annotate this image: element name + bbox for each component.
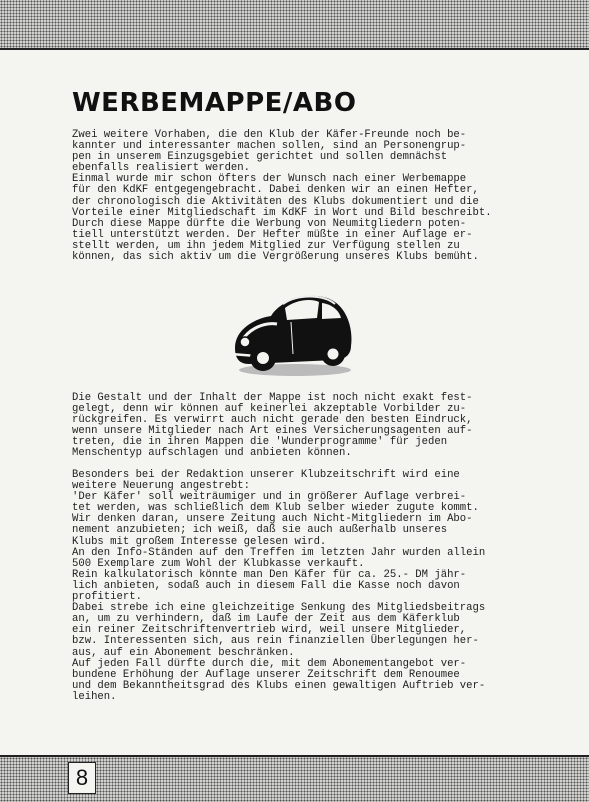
paragraph-mappe: Die Gestalt und der Inhalt der Mappe ist noch nicht exakt fest- gelegt, denn wir können auf keinerlei akzeptable Vorbilder zu- rückgreifen. Es verwirrt auch nicht gerade den besten Eindruck, wenn unsere Mitglieder nach Art eines Versicherungsagenten auf- treten, die in ihren Mappen die 'Wunderprogramme' für jeden Menschentyp aufschlagen und anbieten können. — [72, 392, 473, 460]
paragraph-abo: Besonders bei der Redaktion unserer Klubzeitschrift wird eine weitere Neuerung angestrebt: 'Der Käfer' soll weiträumiger und in größerer Auflage verbrei- tet werden, was schließlich dem Klub selber wieder zugute kommt. Wir denken daran, unsere Zeitung auch Nicht-Mitgliedern im Abo- nement anzubieten; ich weiß, daß sie auch außerhalb unseres Klubs mit großem Interesse gelesen wird. An den Info-Ständen auf den Treffen im letzten Jahr wurden allein 500 Exemplare zum Wohl der Klubkasse verkauft. Rein kalkulatorisch könnte man Den Käfer für ca. 25.- DM jähr- lich anbieten, sodaß auch in diesem Fall die Kasse noch davon profitiert. Dabei strebe ich eine gleichzeitige Senkung des Mitgliedsbeitrags an, um zu verhindern, daß im Laufe der Zeit aus dem Käferklub ein reiner Zeitschriftenvertrieb wird, weil unsere Mitglieder, bzw. Interessenten sich, aus rein finanziellen Überlegungen her- aus, auf ein Abonement beschränken. Auf jeden Fall dürfte durch die, mit dem Abonementangebot ver- bundene Erhöhung der Auflage unserer Zeitschrift dem Renoumee und dem Bekanntheitsgrad des Klubs einen gewaltigen Auftrieb ver- leihen. — [72, 469, 486, 703]
page-title: WERBEMAPPE/ABO — [72, 88, 357, 118]
header-halftone-band — [0, 0, 589, 50]
paragraph-intro: Zwei weitere Vorhaben, die den Klub der Käfer-Freunde noch be- kannter und interessanter machen sollen, sind an Personengrup- pen in unserem Einzugsgebiet gerichtet und sollen demnächst ebenfalls realisiert werden. Einmal wurde mir schon öfters der Wunsch nach einer Werbemappe für den KdKF entgegengebracht. Dabei denken wir an einen Hefter, der chronologisch die Aktivitäten des Klubs dokumentiert und die Vorteile einer Mitgliedschaft im KdKF in Wort und Bild beschreibt. Durch diese Mappe dürfte die Werbung von Neumitgliedern poten- tiell unterstützt werden. Der Hefter müßte in einer Auflage er- stellt werden, um ihn jedem Mitglied zur Verfügung stellen zu können, das sich aktiv um die Vergrößerung unseres Klubs bemüht. — [72, 129, 492, 264]
vw-beetle-car-icon — [227, 284, 357, 380]
page-number: 8 — [68, 762, 96, 794]
